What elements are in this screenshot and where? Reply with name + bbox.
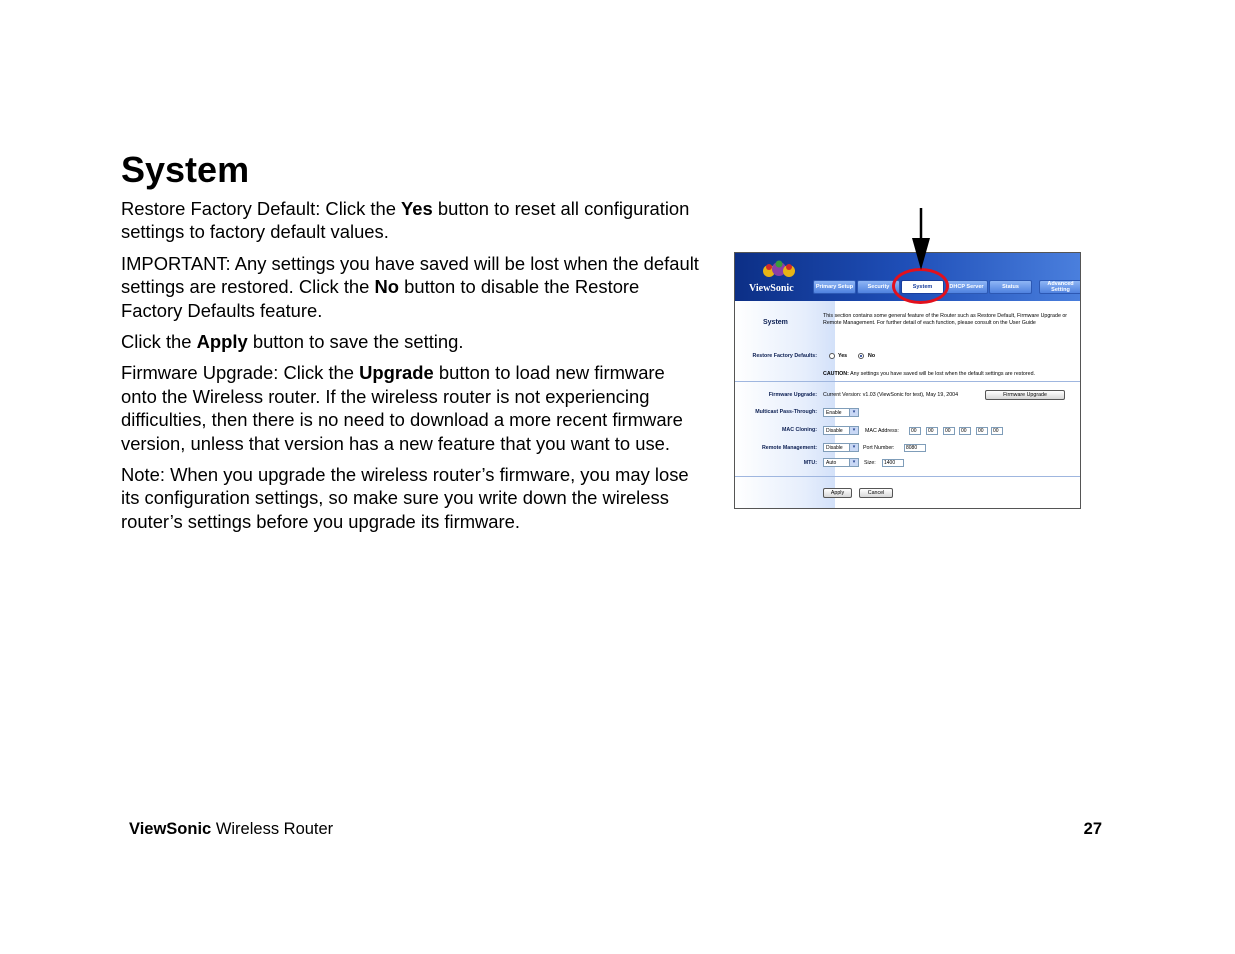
restore-defaults-label: Restore Factory Defaults: <box>752 353 817 359</box>
size-label: Size: <box>864 460 876 466</box>
mac-octet-4[interactable]: 00 <box>959 427 971 435</box>
apply-button[interactable]: Apply <box>823 488 852 498</box>
caution-label: CAUTION: <box>823 371 849 377</box>
tab-security[interactable]: Security <box>857 280 900 294</box>
mac-cloning-select[interactable] <box>823 426 859 435</box>
tab-status[interactable]: Status <box>989 280 1032 294</box>
viewsonic-birds-logo-icon <box>761 259 797 279</box>
chevron-down-icon: ▾ <box>849 459 858 466</box>
bold-upgrade: Upgrade <box>359 362 434 384</box>
text-run: button to load new firmware onto the Wireless router. If the wireless router is not experiencing difficulties, then there is no need to download a more recent firmware version, unless that version has a new feature that you want to use. <box>121 362 683 454</box>
bold-no: No <box>374 276 400 298</box>
current-version: Current Version: v1.03 (ViewSonic for test), May 19, 2004 <box>823 392 959 398</box>
mtu-select[interactable] <box>823 458 859 467</box>
text-run: button to save the setting. <box>247 331 464 353</box>
multicast-value: Enable <box>826 410 842 416</box>
mtu-value: Auto <box>826 460 837 466</box>
router-logo: ViewSonic <box>749 283 794 294</box>
chevron-down-icon: ▾ <box>849 409 858 416</box>
multicast-label: Multicast Pass-Through: <box>755 409 817 415</box>
text-run: Firmware Upgrade: Click the <box>121 362 360 384</box>
restore-no-radio[interactable] <box>858 353 864 359</box>
tab-system[interactable]: System <box>901 280 944 294</box>
tab-dhcp-server[interactable]: DHCP Server <box>945 280 988 294</box>
mac-address-label: MAC Address: <box>865 428 899 434</box>
footer-product: Wireless Router <box>211 820 334 838</box>
mtu-label: MTU: <box>803 460 817 466</box>
footer-brand-name: ViewSonic <box>129 820 212 838</box>
caution-text <box>823 371 1078 378</box>
text-run: Click the <box>121 331 197 353</box>
mac-octet-2[interactable]: 00 <box>926 427 938 435</box>
firmware-upgrade-button[interactable]: Firmware Upgrade <box>985 390 1065 400</box>
page-number: 27 <box>1083 820 1102 838</box>
paragraph-apply <box>121 330 701 353</box>
body-text <box>121 197 701 541</box>
no-label: No <box>868 353 876 359</box>
text-run: Restore Factory Default: Click the <box>121 198 402 219</box>
text-run: button to disable the Restore Factory Defaults feature. <box>121 276 640 321</box>
mac-cloning-label: MAC Cloning: <box>781 427 817 433</box>
paragraph-firmware <box>121 361 701 455</box>
pointer-arrow-icon <box>910 208 932 270</box>
firmware-upgrade-label: Firmware Upgrade: <box>768 392 817 398</box>
text-run: IMPORTANT: Any settings you have saved will be lost when the default settings are restored. Click the <box>121 252 699 298</box>
chevron-down-icon: ▾ <box>849 427 858 434</box>
remote-management-select[interactable] <box>823 443 859 452</box>
tab-advanced-setting[interactable]: Advanced Setting <box>1039 280 1081 294</box>
page-title: System <box>121 149 250 190</box>
port-number-label: Port Number: <box>863 445 895 451</box>
mac-octet-3[interactable]: 00 <box>943 427 955 435</box>
restore-yes-radio[interactable] <box>829 353 835 359</box>
bold-yes: Yes <box>401 198 433 219</box>
section-description: This section contains some general feature of the Router such as Restore Default, Firmware Upgrade or Remote Management. For further detail of each function, please consult on the User Guide <box>823 313 1068 326</box>
divider <box>735 476 1080 477</box>
caution-message: Any settings you have saved will be lost when the default settings are restored. <box>848 371 1035 377</box>
mac-cloning-value: Disable <box>826 428 843 434</box>
text-run: button to reset all configuration settings to factory default values. <box>121 198 690 243</box>
mac-octet-5[interactable]: 00 <box>976 427 988 435</box>
divider <box>735 381 1080 382</box>
yes-label: Yes <box>838 353 848 359</box>
cancel-button[interactable]: Cancel <box>859 488 893 498</box>
tab-primary-setup[interactable]: Primary Setup <box>813 280 856 294</box>
mac-octet-1[interactable]: 00 <box>909 427 921 435</box>
size-input[interactable]: 1400 <box>882 459 904 467</box>
highlight-circle <box>892 268 949 304</box>
bold-apply: Apply <box>196 331 248 353</box>
footer-brand <box>129 820 333 839</box>
remote-management-value: Disable <box>826 445 843 451</box>
remote-management-label: Remote Management: <box>761 445 817 451</box>
paragraph-restore <box>121 197 701 244</box>
multicast-select[interactable] <box>823 408 859 417</box>
port-number-input[interactable]: 8080 <box>904 444 926 452</box>
paragraph-note: Note: When you upgrade the wireless router’s firmware, you may lose its configuration settings, so make sure you write down the wireless router’s settings before you upgrade its firmware. <box>121 464 689 532</box>
chevron-down-icon: ▾ <box>849 444 858 451</box>
paragraph-important <box>121 252 701 322</box>
mac-octet-6[interactable]: 00 <box>991 427 1003 435</box>
section-title: System <box>763 319 788 326</box>
